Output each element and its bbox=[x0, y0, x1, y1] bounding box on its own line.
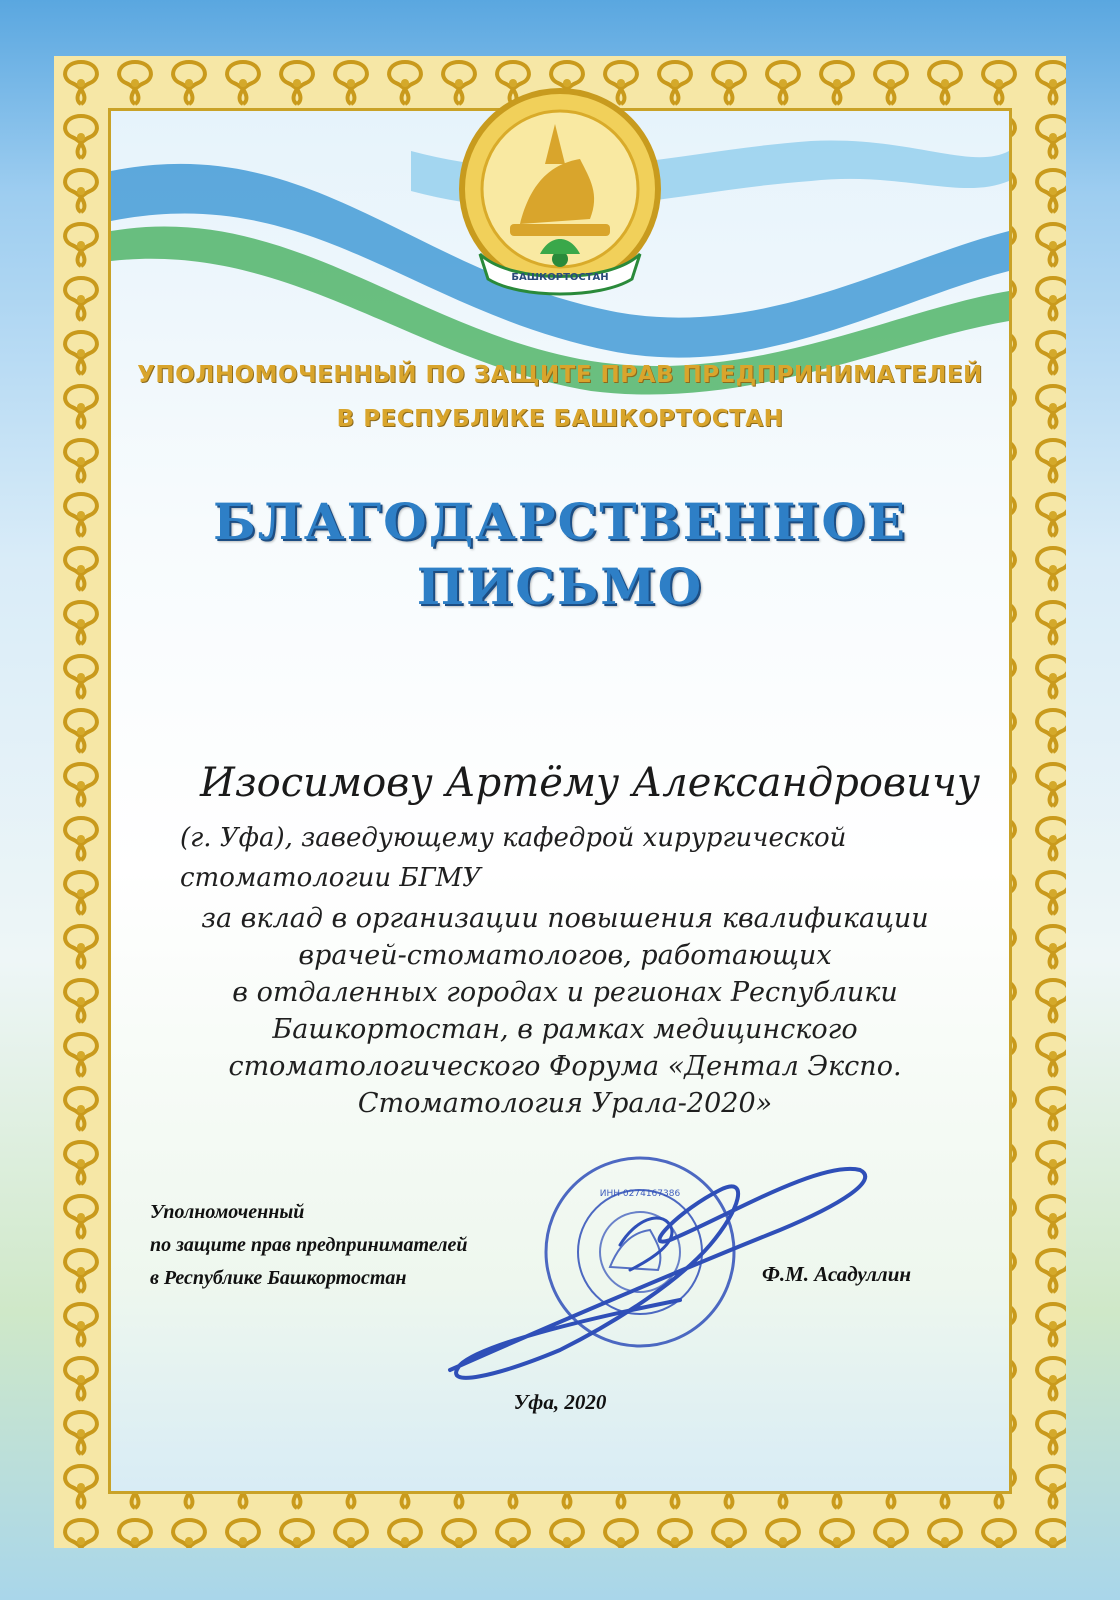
reason-line: Башкортостан, в рамках медицинского bbox=[272, 1014, 858, 1045]
reason-line: Стоматология Урала-2020» bbox=[357, 1088, 773, 1119]
reason-line: врачей-стоматологов, работающих bbox=[298, 940, 832, 971]
signatory-title-line: Уполномоченный bbox=[150, 1201, 305, 1223]
document-title-line-2: ПИСЬМО bbox=[416, 557, 704, 616]
bashkortostan-emblem bbox=[440, 84, 680, 314]
place-date: Уфа, 2020 bbox=[513, 1390, 607, 1414]
emblem-ribbon-text: БАШКОРТОСТАН bbox=[511, 272, 609, 283]
issuer-line-2: В РЕСПУБЛИКЕ БАШКОРТОСТАН bbox=[336, 406, 784, 432]
signatory-title-line: в Республике Башкортостан bbox=[150, 1267, 407, 1289]
document-title-line-1: БЛАГОДАРСТВЕННОЕ bbox=[212, 492, 908, 551]
signatory-title bbox=[150, 1196, 610, 1295]
recipient-name: Изосимову Артёму Александровичу bbox=[199, 760, 981, 806]
recipient-position-line-2: стоматологии БГМУ bbox=[180, 863, 482, 893]
reason-line: стоматологического Форума «Дентал Экспо. bbox=[228, 1051, 902, 1082]
signatory-name: Ф.М. Асадуллин bbox=[762, 1262, 912, 1286]
svg-text:БАШКОРТОСТАН bbox=[511, 272, 608, 283]
stamp-inn: ИНН 0274167386 bbox=[599, 1189, 681, 1199]
gratitude-reason bbox=[150, 900, 980, 1122]
issuer-line-1: УПОЛНОМОЧЕННЫЙ ПО ЗАЩИТЕ ПРАВ ПРЕДПРИНИМАТЕЛЕЙ bbox=[137, 362, 983, 388]
recipient-position bbox=[180, 818, 900, 898]
reason-line: за вклад в организации повышения квалификации bbox=[201, 903, 929, 934]
reason-line: в отдаленных городах и регионах Республики bbox=[232, 977, 898, 1008]
recipient-position-line-1: (г. Уфа), заведующему кафедрой хирургической bbox=[180, 823, 847, 853]
signatory-title-line: по защите прав предпринимателей bbox=[150, 1234, 468, 1256]
